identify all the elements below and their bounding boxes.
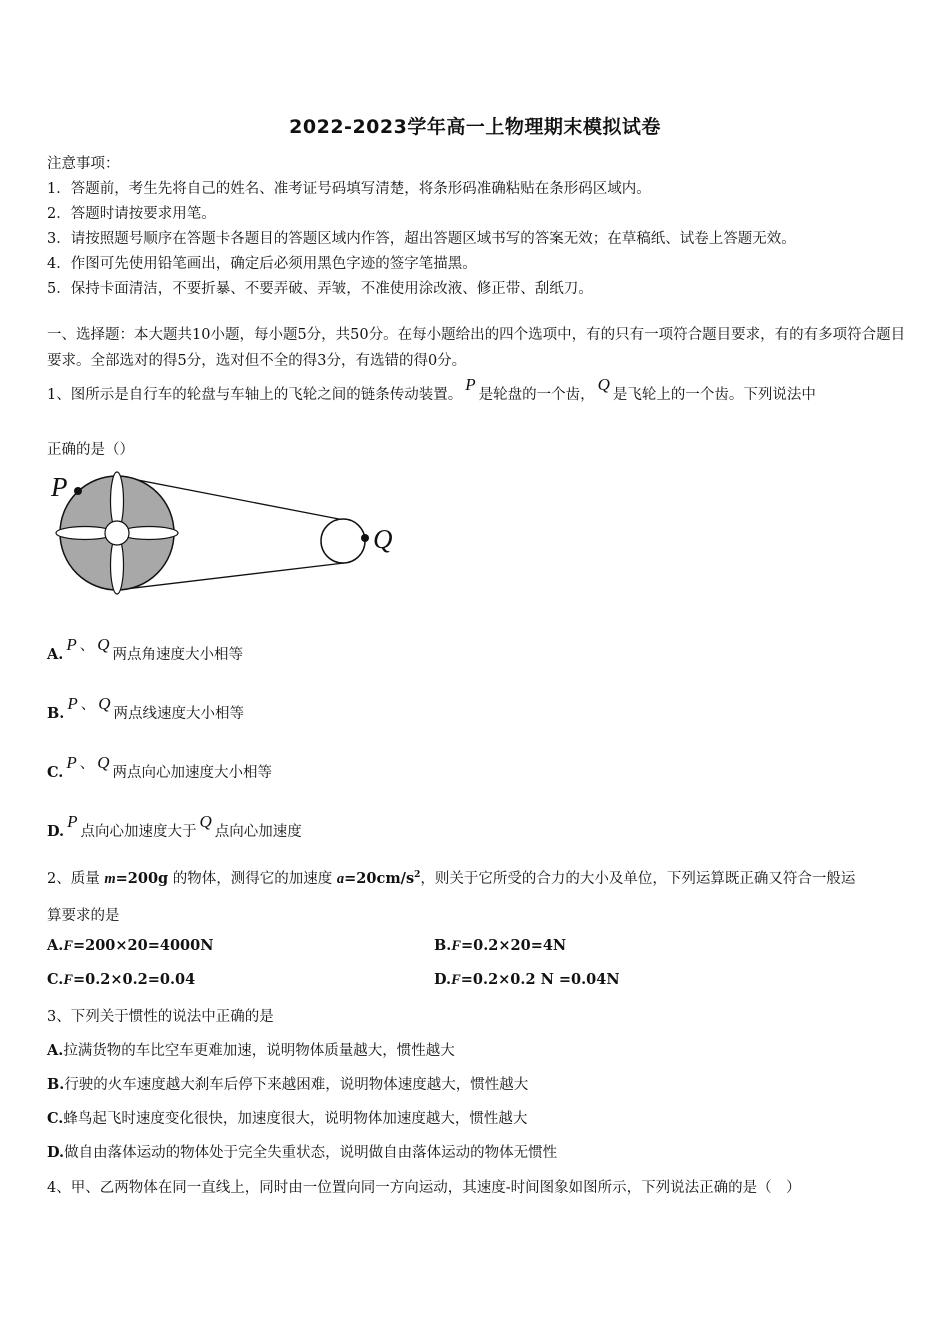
question-2-stem-line2: 算要求的是 [47, 908, 120, 924]
var-p: P [465, 375, 476, 394]
stem-text: 2、质量 [47, 871, 105, 887]
option-label: A. [47, 646, 64, 663]
option-text: 点向心加速度大于 [80, 824, 197, 840]
q1-option-c [47, 753, 273, 782]
option-label: B. [47, 1076, 65, 1093]
var-m: m [104, 871, 116, 887]
notice-item: 3．请按照题号顺序在答题卡各题目的答题区域内作答，超出答题区域书写的答案无效；在草稿纸、试卷上答题无效。 [47, 231, 796, 247]
var-q: Q [97, 753, 110, 772]
option-label: B. [434, 937, 452, 954]
q1-option-d [47, 812, 302, 841]
question-1-stem [47, 375, 816, 404]
var-f: F [451, 972, 461, 988]
stem-text: ，则关于它所受的合力的大小及单位，下列运算既正确又符合一般运 [420, 871, 856, 887]
var-p: P [67, 812, 78, 831]
q1-option-a [47, 635, 243, 664]
question-4-stem: 4、甲、乙两物体在同一直线上，同时由一位置向同一方向运动，其速度-时间图象如图所示，下列说法正确的是（ ） [47, 1180, 801, 1196]
q3-option-d [47, 1141, 557, 1162]
option-text: 两点线速度大小相等 [113, 706, 244, 722]
notice-item: 4．作图可先使用铅笔画出，确定后必须用黑色字迹的签字笔描黑。 [47, 256, 477, 272]
chainring-hub [105, 521, 129, 545]
stem-text: 是飞轮上的一个齿。下列说法中 [612, 387, 816, 403]
point-p [74, 487, 82, 495]
var-q: Q [199, 812, 212, 831]
question-3-stem: 3、下列关于惯性的说法中正确的是 [47, 1009, 274, 1025]
option-label: A. [47, 1042, 64, 1059]
var-f: F [63, 938, 73, 954]
separator: 、 [79, 638, 95, 654]
option-text: =200×20=4000N [72, 937, 214, 954]
stem-text: 1、图所示是自行车的轮盘与车轴上的飞轮之间的链条传动装置。 [47, 387, 463, 403]
notice-item: 1．答题前，考生先将自己的姓名、准考证号码填写清楚，将条形码准确粘贴在条形码区域内。 [47, 181, 651, 197]
stem-text: 的物体，测得它的加速度 [168, 871, 337, 887]
q3-option-b [47, 1073, 528, 1094]
option-label: D. [434, 971, 452, 988]
var-q: Q [97, 635, 110, 654]
var-a: a [336, 871, 345, 887]
mass-value: =200g [115, 870, 169, 887]
page-title: 2022-2023学年高一上物理期末模拟试卷 [289, 116, 661, 138]
stem-text: 是轮盘的一个齿， [478, 387, 595, 403]
var-p: P [66, 635, 77, 654]
option-text: 做自由落体运动的物体处于完全失重状态，说明做自由落体运动的物体无惯性 [64, 1145, 558, 1161]
option-label: D. [47, 823, 65, 840]
notice-item: 5．保持卡面清洁，不要折暴、不要弄破、弄皱，不准使用涂改液、修正带、刮纸刀。 [47, 281, 593, 297]
q2-option-c [47, 971, 195, 989]
separator: 、 [79, 756, 95, 772]
section-heading: 一、选择题：本大题共10小题，每小题5分，共50分。在每小题给出的四个选项中，有的只有一项符合题目要求，有的有多项符合题目要求。全部选对的得5分，选对但不全的得3分，有选错的得0分。 [47, 327, 906, 369]
option-text: 蜂鸟起飞时速度变化很快，加速度很大，说明物体加速度越大，惯性越大 [63, 1111, 528, 1127]
option-text: 拉满货物的车比空车更难加速，说明物体质量越大，惯性越大 [63, 1043, 455, 1059]
option-text: =0.2×20=4N [460, 937, 567, 954]
option-label: A. [47, 937, 64, 954]
option-label: C. [47, 764, 64, 781]
q3-option-c [47, 1107, 527, 1128]
option-text: 行驶的火车速度越大刹车后停下来越困难，说明物体速度越大，惯性越大 [64, 1077, 529, 1093]
q3-option-a [47, 1039, 455, 1060]
var-p: P [67, 694, 78, 713]
q2-option-b [434, 937, 566, 955]
var-p: P [66, 753, 77, 772]
q1-option-b [47, 694, 244, 723]
question-2-stem [47, 867, 855, 888]
option-label: C. [47, 971, 64, 988]
acceleration-value: =20cm/s [344, 870, 415, 887]
exponent: 2 [414, 870, 421, 881]
notice-heading: 注意事项： [47, 156, 120, 172]
q2-option-d [434, 971, 620, 989]
var-q: Q [597, 375, 610, 394]
var-f: F [451, 938, 461, 954]
option-text: =0.2×0.2=0.04 [73, 971, 196, 988]
option-text: =0.2×0.2 N =0.04N [460, 971, 620, 988]
option-label: B. [47, 705, 65, 722]
point-q [361, 534, 369, 542]
option-text: 两点向心加速度大小相等 [112, 765, 273, 781]
separator: 、 [80, 697, 96, 713]
label-q: Q [373, 524, 393, 554]
var-f: F [63, 972, 74, 988]
chain-drive-figure [47, 468, 407, 598]
q2-option-a [47, 937, 214, 955]
flywheel [321, 519, 365, 563]
option-label: D. [47, 1144, 65, 1161]
notice-item: 2．答题时请按要求用笔。 [47, 206, 216, 222]
question-1-stem-line2: 正确的是（） [47, 442, 134, 458]
label-p: P [51, 472, 68, 502]
option-text: 两点角速度大小相等 [112, 647, 243, 663]
option-text: 点向心加速度 [214, 824, 302, 840]
option-label: C. [47, 1110, 64, 1127]
var-q: Q [98, 694, 111, 713]
